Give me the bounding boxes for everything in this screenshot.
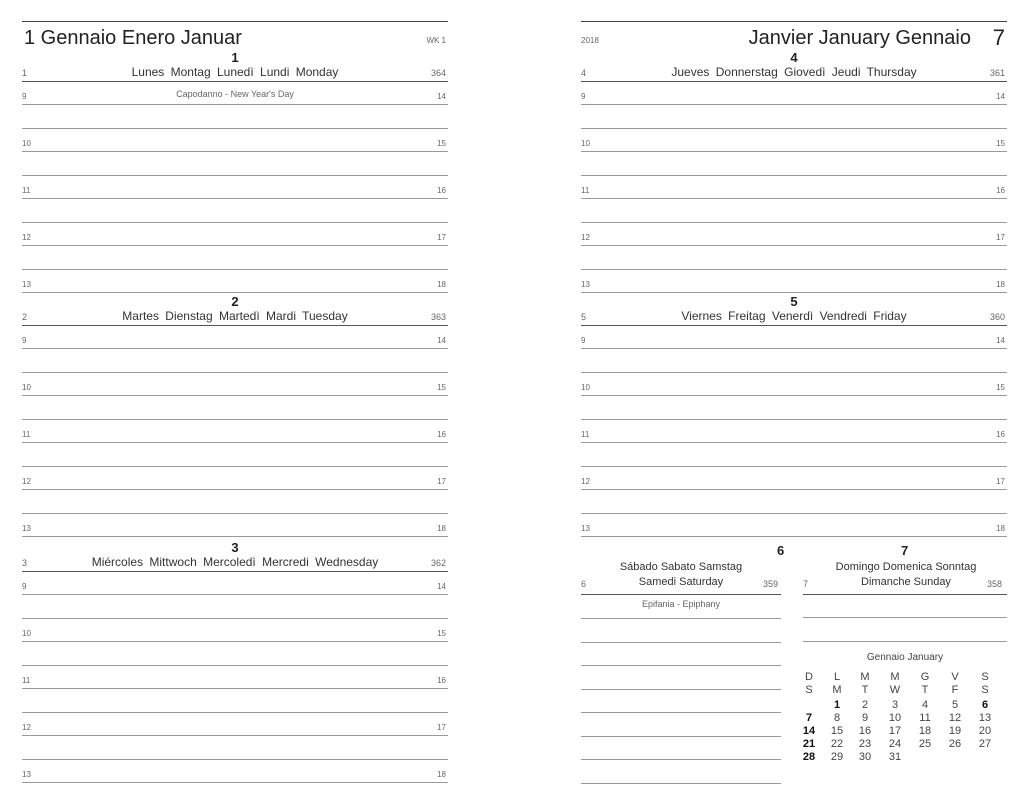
hour-label-left: 13: [581, 280, 590, 289]
right-page: [581, 0, 1007, 804]
hour-line: [22, 372, 448, 373]
calendar-day: 20: [978, 725, 992, 737]
sunday-line: [803, 641, 1007, 642]
calendar-day: 31: [888, 751, 902, 763]
calendar-header: G: [920, 671, 930, 683]
hour-label-left: 9: [22, 582, 27, 591]
saturday-line: [581, 759, 781, 760]
day-rule: [22, 81, 448, 82]
day-number: 1: [231, 50, 239, 65]
left-header-title: 1 Gennaio Enero Januar: [24, 27, 242, 49]
hour-label-right: 16: [437, 430, 446, 439]
half-hour-line: [22, 395, 448, 396]
hour-label-right: 15: [437, 629, 446, 638]
calendar-day: 28: [802, 751, 816, 763]
day-names: Lunes Montag Lunedì Lundi Monday: [131, 65, 339, 79]
day-number: 4: [790, 50, 798, 65]
calendar-header: T: [861, 684, 869, 696]
hour-label-right: 18: [437, 770, 446, 779]
hour-line: [581, 128, 1007, 129]
day-names: Jueves Donnerstag Giovedì Jeudi Thursday: [671, 65, 917, 79]
hour-label-left: 11: [22, 676, 31, 685]
hour-label-left: 10: [22, 383, 31, 392]
hour-label-left: 9: [22, 92, 27, 101]
hour-label-left: 9: [22, 336, 27, 345]
hour-label-right: 15: [437, 139, 446, 148]
half-hour-line: [581, 104, 1007, 105]
hour-line: [22, 712, 448, 713]
right-header-title: Janvier January Gennaio: [748, 27, 971, 49]
sunday-remaining: 358: [987, 579, 1003, 589]
hour-label-right: 18: [437, 524, 446, 533]
calendar-day: 3: [891, 699, 899, 711]
day-rule: [22, 325, 448, 326]
hour-line: [22, 665, 448, 666]
half-hour-line: [22, 536, 448, 537]
calendar-day: 29: [830, 751, 844, 763]
calendar-day: 19: [948, 725, 962, 737]
calendar-day: 5: [951, 699, 959, 711]
hour-line: [581, 175, 1007, 176]
sunday-rule: [803, 594, 1007, 595]
calendar-day: 11: [919, 712, 931, 724]
day-rule: [581, 81, 1007, 82]
hour-label-right: 14: [437, 336, 446, 345]
calendar-header: W: [889, 684, 901, 696]
week-number: WK 1: [426, 36, 446, 45]
calendar-day: 22: [830, 738, 844, 750]
calendar-day: 23: [858, 738, 872, 750]
calendar-header: D: [805, 671, 813, 683]
day-index: 1: [22, 68, 28, 78]
hour-label-left: 10: [581, 383, 590, 392]
half-hour-line: [22, 442, 448, 443]
days-remaining: 363: [430, 312, 446, 322]
sunday-names-line1: Domingo Domenica Sonntag: [835, 561, 977, 573]
half-hour-line: [22, 641, 448, 642]
sunday-names-line2: Dimanche Sunday: [861, 576, 951, 588]
hour-label-left: 10: [22, 629, 31, 638]
hour-label-right: 16: [437, 186, 446, 195]
hour-line: [22, 419, 448, 420]
calendar-day: 1: [833, 699, 841, 711]
saturday-line: [581, 712, 781, 713]
hour-line: [22, 128, 448, 129]
left-page: [22, 0, 448, 804]
saturday-line: [581, 689, 781, 690]
hour-label-left: 13: [22, 770, 31, 779]
day-number: 3: [231, 540, 239, 555]
hour-label-right: 14: [996, 92, 1005, 101]
saturday-names-line2: Samedi Saturday: [638, 576, 724, 588]
hour-label-left: 11: [581, 186, 590, 195]
day-rule: [22, 571, 448, 572]
sunday-index: 7: [803, 579, 809, 589]
half-hour-line: [581, 245, 1007, 246]
hour-label-left: 13: [22, 280, 31, 289]
day-index: 3: [22, 558, 28, 568]
hour-label-left: 11: [581, 430, 590, 439]
day-index: 2: [22, 312, 28, 322]
hour-label-left: 10: [22, 139, 31, 148]
calendar-day: 16: [858, 725, 872, 737]
half-hour-line: [22, 245, 448, 246]
calendar-day: 4: [921, 699, 929, 711]
half-hour-line: [22, 198, 448, 199]
hour-label-left: 12: [22, 723, 31, 732]
calendar-day: 10: [888, 712, 902, 724]
day-number: 5: [790, 294, 798, 309]
hour-line: [581, 372, 1007, 373]
hour-label-left: 10: [581, 139, 590, 148]
saturday-line: [581, 736, 781, 737]
day-index: 5: [581, 312, 587, 322]
calendar-day: 6: [981, 699, 989, 711]
half-hour-line: [22, 104, 448, 105]
hour-label-right: 16: [437, 676, 446, 685]
calendar-day: 14: [802, 725, 816, 737]
saturday-line: [581, 618, 781, 619]
saturday-remaining: 359: [763, 579, 779, 589]
day-number: 2: [231, 294, 239, 309]
saturday-line: [581, 783, 781, 784]
days-remaining: 360: [989, 312, 1005, 322]
days-remaining: 362: [430, 558, 446, 568]
header-top-rule: [22, 21, 448, 22]
calendar-day: 27: [978, 738, 992, 750]
holiday-label: Capodanno - New Year's Day: [176, 89, 294, 99]
hour-line: [581, 466, 1007, 467]
hour-label-right: 16: [996, 186, 1005, 195]
calendar-day: 13: [978, 712, 992, 724]
calendar-day: 8: [833, 712, 841, 724]
hour-label-left: 12: [22, 477, 31, 486]
day-rule: [581, 325, 1007, 326]
hour-label-left: 9: [581, 336, 586, 345]
calendar-header: M: [832, 684, 842, 696]
hour-line: [581, 513, 1007, 514]
hour-label-left: 12: [581, 233, 590, 242]
hour-line: [22, 759, 448, 760]
calendar-day: 2: [861, 699, 869, 711]
calendar-day: 12: [948, 712, 962, 724]
saturday-number: 6: [777, 543, 785, 558]
day-index: 4: [581, 68, 587, 78]
half-hour-line: [22, 292, 448, 293]
hour-label-left: 11: [22, 430, 31, 439]
hour-label-right: 17: [996, 233, 1005, 242]
calendar-header: S: [981, 684, 989, 696]
half-hour-line: [581, 489, 1007, 490]
days-remaining: 364: [430, 68, 446, 78]
hour-label-left: 13: [581, 524, 590, 533]
calendar-day: 18: [918, 725, 932, 737]
day-names: Viernes Freitag Venerdì Vendredi Friday: [681, 309, 907, 323]
day-names: Martes Dienstag Martedì Mardi Tuesday: [122, 309, 348, 323]
calendar-header: M: [860, 671, 870, 683]
hour-label-left: 12: [22, 233, 31, 242]
saturday-index: 6: [581, 579, 587, 589]
calendar-day: 15: [830, 725, 844, 737]
hour-label-left: 9: [581, 92, 586, 101]
calendar-header: S: [981, 671, 989, 683]
saturday-names-line1: Sábado Sabato Samstag: [619, 561, 743, 573]
hour-label-right: 15: [996, 383, 1005, 392]
right-header-number: 7: [992, 25, 1005, 50]
hour-label-right: 15: [996, 139, 1005, 148]
hour-label-right: 18: [996, 524, 1005, 533]
half-hour-line: [22, 594, 448, 595]
calendar-header: M: [890, 671, 900, 683]
half-hour-line: [22, 348, 448, 349]
hour-label-left: 12: [581, 477, 590, 486]
calendar-day: 26: [948, 738, 962, 750]
saturday-rule: [581, 594, 781, 595]
hour-label-left: 11: [22, 186, 31, 195]
sunday-number: 7: [901, 543, 909, 558]
hour-label-right: 18: [996, 280, 1005, 289]
hour-label-right: 14: [437, 92, 446, 101]
calendar-day: 9: [861, 712, 869, 724]
mini-calendar-title: Gennaio January: [866, 652, 944, 663]
hour-line: [22, 513, 448, 514]
hour-line: [581, 269, 1007, 270]
half-hour-line: [22, 782, 448, 783]
day-names: Miércoles Mittwoch Mercoledì Mercredi Wednesday: [91, 555, 379, 569]
hour-label-right: 17: [437, 723, 446, 732]
hour-label-right: 17: [437, 233, 446, 242]
calendar-header: T: [921, 684, 929, 696]
calendar-day: 21: [802, 738, 816, 750]
calendar-day: 17: [888, 725, 902, 737]
calendar-day: 7: [805, 712, 813, 724]
calendar-day: 30: [858, 751, 872, 763]
saturday-holiday: Epifania - Epiphany: [641, 599, 721, 609]
hour-label-right: 17: [437, 477, 446, 486]
hour-line: [22, 269, 448, 270]
hour-line: [22, 175, 448, 176]
calendar-header: F: [951, 684, 959, 696]
hour-label-right: 18: [437, 280, 446, 289]
half-hour-line: [581, 395, 1007, 396]
half-hour-line: [581, 536, 1007, 537]
half-hour-line: [581, 348, 1007, 349]
hour-line: [581, 222, 1007, 223]
days-remaining: 361: [989, 68, 1005, 78]
header-top-rule: [581, 21, 1007, 22]
half-hour-line: [581, 292, 1007, 293]
half-hour-line: [22, 151, 448, 152]
calendar-day: 25: [918, 738, 932, 750]
calendar-header: S: [805, 684, 813, 696]
calendar-day: 24: [888, 738, 902, 750]
calendar-header: V: [951, 671, 959, 683]
hour-line: [581, 419, 1007, 420]
half-hour-line: [22, 735, 448, 736]
half-hour-line: [22, 489, 448, 490]
saturday-line: [581, 665, 781, 666]
half-hour-line: [581, 442, 1007, 443]
hour-label-right: 16: [996, 430, 1005, 439]
hour-line: [22, 618, 448, 619]
hour-label-left: 13: [22, 524, 31, 533]
saturday-line: [581, 642, 781, 643]
hour-label-right: 14: [437, 582, 446, 591]
hour-line: [22, 222, 448, 223]
half-hour-line: [22, 688, 448, 689]
sunday-line: [803, 617, 1007, 618]
hour-line: [22, 466, 448, 467]
hour-label-right: 14: [996, 336, 1005, 345]
year: 2018: [581, 36, 599, 45]
half-hour-line: [581, 198, 1007, 199]
hour-label-right: 15: [437, 383, 446, 392]
calendar-header: L: [833, 671, 841, 683]
hour-label-right: 17: [996, 477, 1005, 486]
half-hour-line: [581, 151, 1007, 152]
